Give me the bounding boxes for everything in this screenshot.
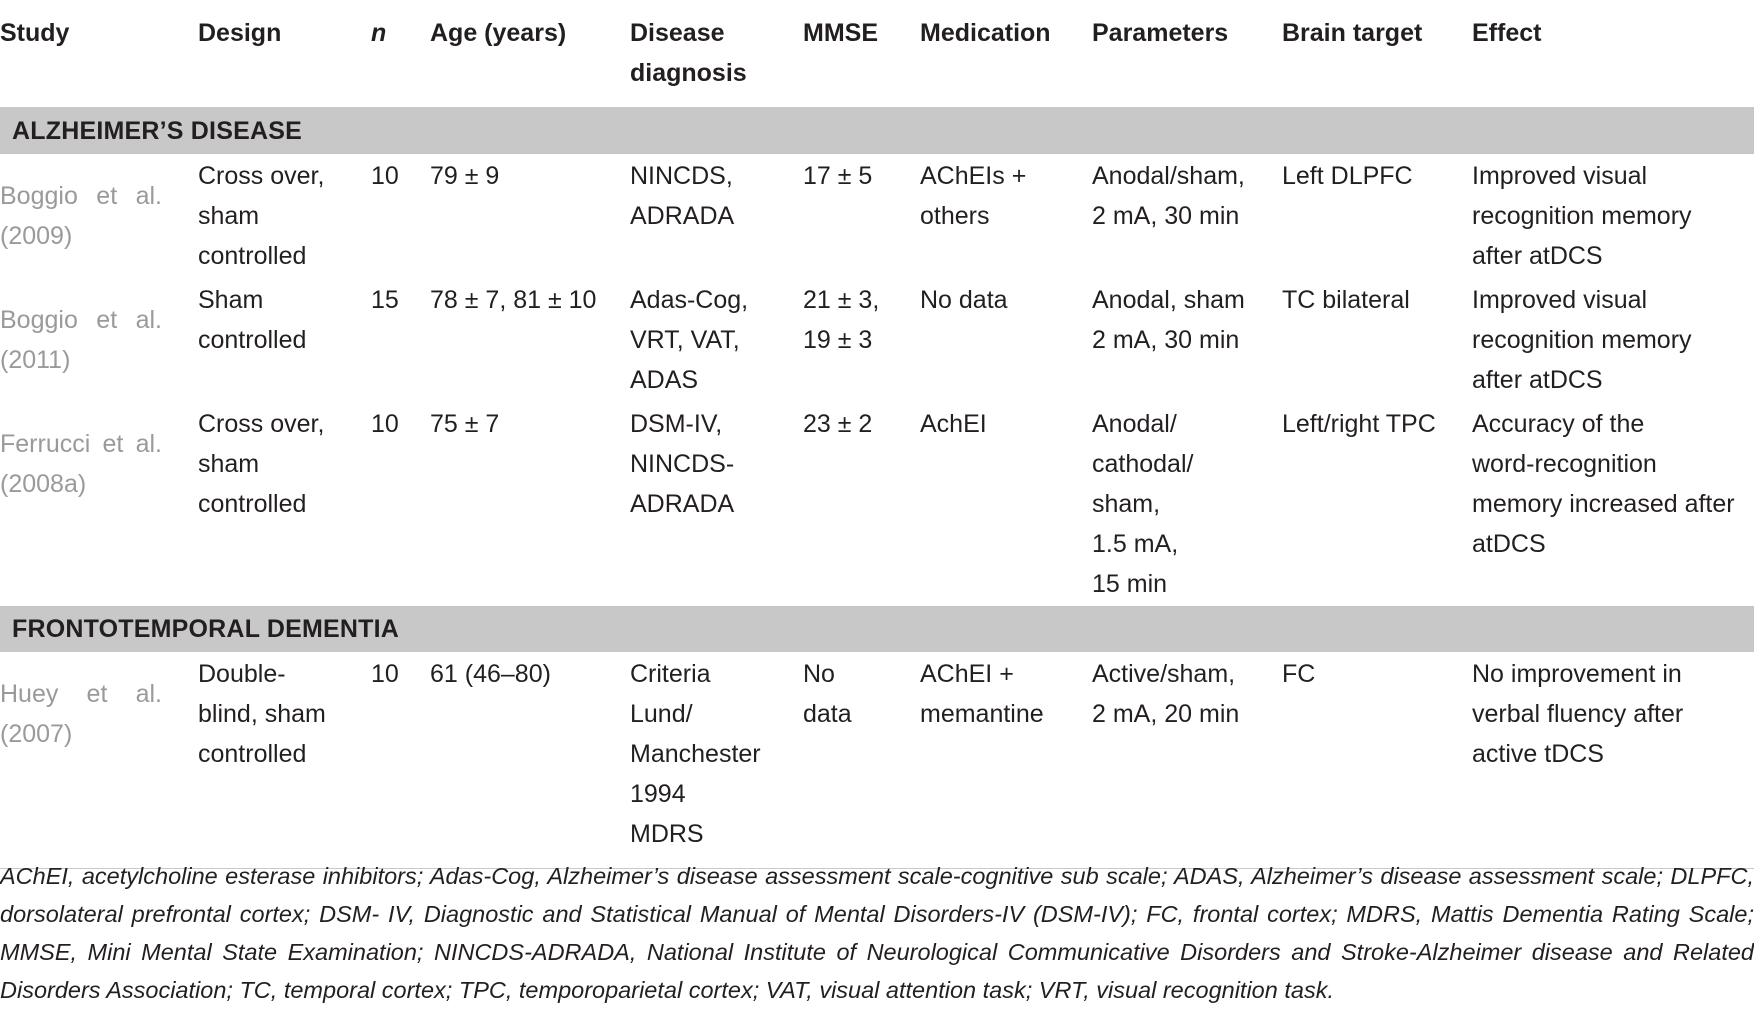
- section-row-frontotemporal: [0, 606, 1754, 652]
- header-n: n: [371, 19, 387, 47]
- age-cell: 78 ± 7, 81 ± 10: [430, 286, 597, 314]
- section-title: FRONTOTEMPORAL DEMENTIA: [0, 606, 1754, 652]
- mmse-cell: 21 ± 3, 19 ± 3: [803, 286, 880, 354]
- header-medication: Medication: [920, 19, 1051, 47]
- study-authors: Boggio et al.: [0, 306, 162, 334]
- n-cell: 15: [371, 286, 399, 314]
- target-cell: Left DLPFC: [1282, 162, 1413, 190]
- design-cell: Sham controlled: [198, 286, 307, 354]
- study-cell: [0, 652, 198, 869]
- effect-cell: No improvement in verbal fluency after active tDCS: [1472, 660, 1684, 768]
- study-authors: Huey et al.: [0, 680, 162, 708]
- study-authors: Ferrucci et al.: [0, 430, 162, 458]
- age-cell: 61 (46–80): [430, 660, 551, 688]
- study-authors: Boggio et al.: [0, 182, 162, 210]
- n-cell: 10: [371, 410, 399, 438]
- medication-cell: AchEI: [920, 410, 987, 438]
- section-title: ALZHEIMER’S DISEASE: [0, 108, 1754, 155]
- study-year: (2009): [0, 222, 73, 250]
- target-cell: Left/right TPC: [1282, 410, 1436, 438]
- table-row: [0, 652, 1754, 869]
- table-row: [0, 402, 1754, 606]
- header-diagnosis: Disease diagnosis: [630, 19, 747, 87]
- target-cell: TC bilateral: [1282, 286, 1410, 314]
- mmse-cell: 17 ± 5: [803, 162, 873, 190]
- diagnosis-cell: Adas-Cog, VRT, VAT, ADAS: [630, 286, 749, 394]
- section-row-alzheimers: [0, 108, 1754, 155]
- age-cell: 79 ± 9: [430, 162, 500, 190]
- medication-cell: No data: [920, 286, 1008, 314]
- study-year: (2008a): [0, 470, 87, 498]
- study-cell: [0, 402, 198, 606]
- diagnosis-cell: DSM-IV, NINCDS- ADRADA: [630, 410, 735, 518]
- design-cell: Cross over, sham controlled: [198, 410, 325, 518]
- effect-cell: Improved visual recognition memory after atDCS: [1472, 286, 1692, 394]
- n-cell: 10: [371, 660, 399, 688]
- mmse-cell: No data: [803, 660, 852, 728]
- mmse-cell: 23 ± 2: [803, 410, 873, 438]
- table-footnote: AChEI, acetylcholine esterase inhibitors; Adas-Cog, Alzheimer’s disease assessment scale-cognitive sub scale; ADAS, Alzheimer’s disease assessment scale; DLPFC, dorsolateral prefrontal cortex; DSM- IV, Diagnostic and Statistical Manual of Mental Disorders-IV (DSM-IV); FC, frontal cortex; MDRS, Mattis Dementia Rating Scale; MMSE, Mini Mental State Examination; NINCDS-ADRADA, National Institute of Neurological Communicative Disorders and Stroke-Alzheimer disease and Related Disorders Association; TC, temporal cortex; TPC, temporoparietal cortex; VAT, visual attention task; VRT, visual recognition task.: [0, 863, 1754, 1003]
- medication-cell: AChEI + memantine: [920, 660, 1044, 728]
- diagnosis-cell: NINCDS, ADRADA: [630, 162, 735, 230]
- effect-cell: Improved visual recognition memory after atDCS: [1472, 162, 1692, 270]
- header-effect: Effect: [1472, 19, 1542, 47]
- age-cell: 75 ± 7: [430, 410, 500, 438]
- table-row: [0, 278, 1754, 402]
- n-cell: 10: [371, 162, 399, 190]
- table-header-row: [0, 0, 1754, 108]
- header-parameters: Parameters: [1092, 19, 1229, 47]
- header-design: Design: [198, 19, 282, 47]
- effect-cell: Accuracy of the word-recognition memory increased after atDCS: [1472, 410, 1735, 558]
- study-cell: [0, 154, 198, 278]
- parameters-cell: Anodal/sham, 2 mA, 30 min: [1092, 162, 1245, 230]
- header-target: Brain target: [1282, 19, 1423, 47]
- parameters-cell: Anodal/ cathodal/ sham, 1.5 mA, 15 min: [1092, 410, 1194, 598]
- diagnosis-cell: Criteria Lund/ Manchester 1994 MDRS: [630, 660, 761, 848]
- parameters-cell: Anodal, sham 2 mA, 30 min: [1092, 286, 1245, 354]
- header-mmse: MMSE: [803, 19, 878, 47]
- target-cell: FC: [1282, 660, 1316, 688]
- design-cell: Cross over, sham controlled: [198, 162, 325, 270]
- table-row: [0, 154, 1754, 278]
- study-year: (2011): [0, 346, 71, 374]
- parameters-cell: Active/sham, 2 mA, 20 min: [1092, 660, 1240, 728]
- study-year: (2007): [0, 720, 73, 748]
- study-cell: [0, 278, 198, 402]
- medication-cell: AChEIs + others: [920, 162, 1027, 230]
- design-cell: Double- blind, sham controlled: [198, 660, 326, 768]
- header-study: Study: [0, 19, 70, 47]
- header-age: Age (years): [430, 19, 567, 47]
